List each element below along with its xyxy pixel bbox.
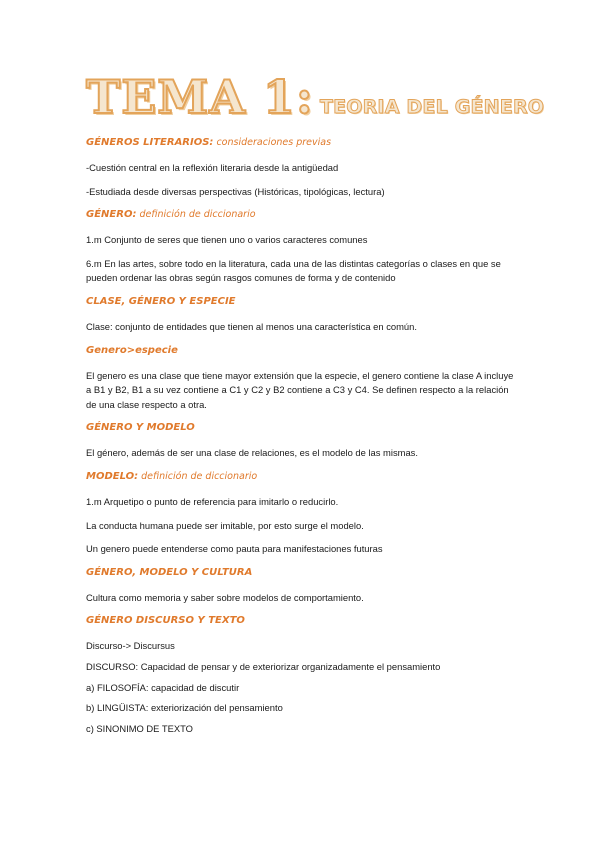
paragraph: Cultura como memoria y saber sobre modelos de comportamiento. <box>86 591 364 603</box>
list-item: c) SINONIMO DE TEXTO <box>86 722 193 734</box>
paragraph: 6.m En las artes, sobre todo en la literatura, cada una de las distintas categorías o clases en que se pueden ordenar las obras según rasgos comunes de forma y de contenido <box>86 257 501 284</box>
heading-subtext: definición de diccionario <box>138 470 258 482</box>
title-main: TEMA 1: <box>86 70 314 124</box>
section-heading: GÉNERO Y MODELO <box>86 422 195 434</box>
paragraph: 1.m Conjunto de seres que tienen uno o varios caracteres comunes <box>86 234 368 246</box>
section-heading: GÉNERO, MODELO Y CULTURA <box>86 566 253 578</box>
paragraph: La conducta humana puede ser imitable, por esto surge el modelo. <box>86 519 364 531</box>
heading-subtext: consideraciones previas <box>213 137 332 148</box>
paragraph: El género, además de ser una clase de relaciones, es el modelo de las mismas. <box>86 447 418 459</box>
paragraph: DISCURSO: Capacidad de pensar y de exteriorizar organizadamente el pensamiento <box>86 660 441 672</box>
paragraph: Discurso-> Discursus <box>86 640 175 652</box>
paragraph: 1.m Arquetipo o punto de referencia para imitarlo o reducirlo. <box>86 495 339 507</box>
list-item: a) FILOSOFÍA: capacidad de discutir <box>86 681 240 693</box>
document-body <box>86 136 516 742</box>
section-heading <box>86 208 516 222</box>
section-heading: GÉNERO DISCURSO Y TEXTO <box>86 615 245 627</box>
section-heading <box>86 136 516 150</box>
heading-text: GÉNEROS LITERARIOS: <box>86 137 214 148</box>
paragraph: Un genero puede entenderse como pauta para manifestaciones futuras <box>86 543 383 555</box>
paragraph: -Cuestión central en la reflexión literaria desde la antigüedad <box>86 162 339 173</box>
paragraph: El genero es una clase que tiene mayor extensión que la especie, el genero contiene la clase A incluye a B1 y B2, B1 a su vez contiene a C1 y C2 y B2 contiene a C3 y C4. Se definen respecto a la relación de una clase respecto a otra. <box>86 369 514 410</box>
section-heading: Genero>especie <box>86 344 178 356</box>
paragraph: -Estudiada desde diversas perspectivas (Históricas, tipológicas, lectura) <box>86 185 385 197</box>
section-heading <box>86 470 516 484</box>
heading-text: GÉNERO: <box>86 209 137 221</box>
title-sub: TEORIA DEL GÉNERO <box>319 96 545 118</box>
paragraph: Clase: conjunto de entidades que tienen al menos una característica en común. <box>86 320 417 332</box>
list-item: b) LINGÜISTA: exteriorización del pensamiento <box>86 702 283 714</box>
section-heading: CLASE, GÉNERO Y ESPECIE <box>86 295 236 307</box>
heading-text: MODELO: <box>86 470 139 482</box>
heading-subtext: definición de diccionario <box>136 209 256 221</box>
page-title <box>86 70 544 124</box>
